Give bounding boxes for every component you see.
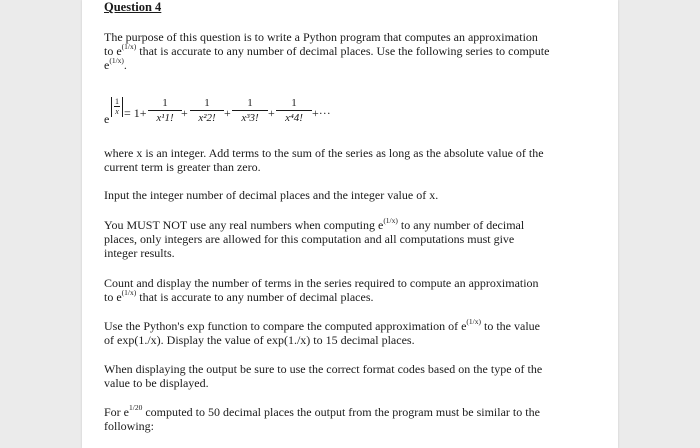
- intro-line-1: The purpose of this question is to write a Python program that computes an approximation: [104, 30, 538, 44]
- series-term-3: 1 x³3!: [232, 97, 268, 124]
- document-page: [82, 0, 618, 448]
- series-formula: e 1 x = 1+ 1 x¹1! + 1 x²2! + 1 x³3! + 1 x⁴4! +···: [104, 97, 331, 126]
- intro-paragraph: The purpose of this question is to write a Python program that computes an approximation to $e^{(1/x)}$ that is accurate to any number of decimal places. Use the following series to compute $e^{(1/x)}$.: [104, 30, 550, 72]
- paragraph-example: For $e^{1/20}$ computed to 50 decimal places the output from the program must be similar to the following:: [104, 403, 540, 433]
- formula-ellipsis: +···: [312, 106, 331, 120]
- paragraph-count-terms: Count and display the number of terms in the series required to compute an approximation to $e^{(1/x)}$ that is accurate to any number of decimal places.: [104, 276, 539, 304]
- paragraph-format-codes: When displaying the output be sure to use the correct format codes based on the type of the value to be displayed.: [104, 362, 543, 390]
- series-term-4: 1 x⁴4!: [276, 97, 312, 124]
- formula-exponent-abs: 1 x: [111, 97, 123, 117]
- paragraph-no-real-numbers: You MUST NOT use any real numbers when computing $e^{(1/x)}$ to any number of decimal places, only integers are allowed for this computation and all computations must give integer results.: [104, 216, 525, 260]
- series-term-2: 1 x²2!: [190, 97, 224, 124]
- question-title: Question 4: [104, 0, 162, 14]
- series-term-1: 1 x¹1!: [148, 97, 182, 124]
- paragraph-exp-function: Use the Python's exp function to compare the computed approximation of $e^{(1/x)}$ to the value of exp(1./x). Display the value of exp(1./x) to 15 decimal places.: [104, 317, 540, 347]
- formula-equals: = 1+: [124, 106, 147, 120]
- paragraph-where-x: where x is an integer. Add terms to the sum of the series as long as the absolute value of the current term is greater than zero.: [104, 146, 544, 174]
- paragraph-input: Input the integer number of decimal places and the integer value of x.: [104, 188, 439, 202]
- formula-base: e: [104, 112, 110, 126]
